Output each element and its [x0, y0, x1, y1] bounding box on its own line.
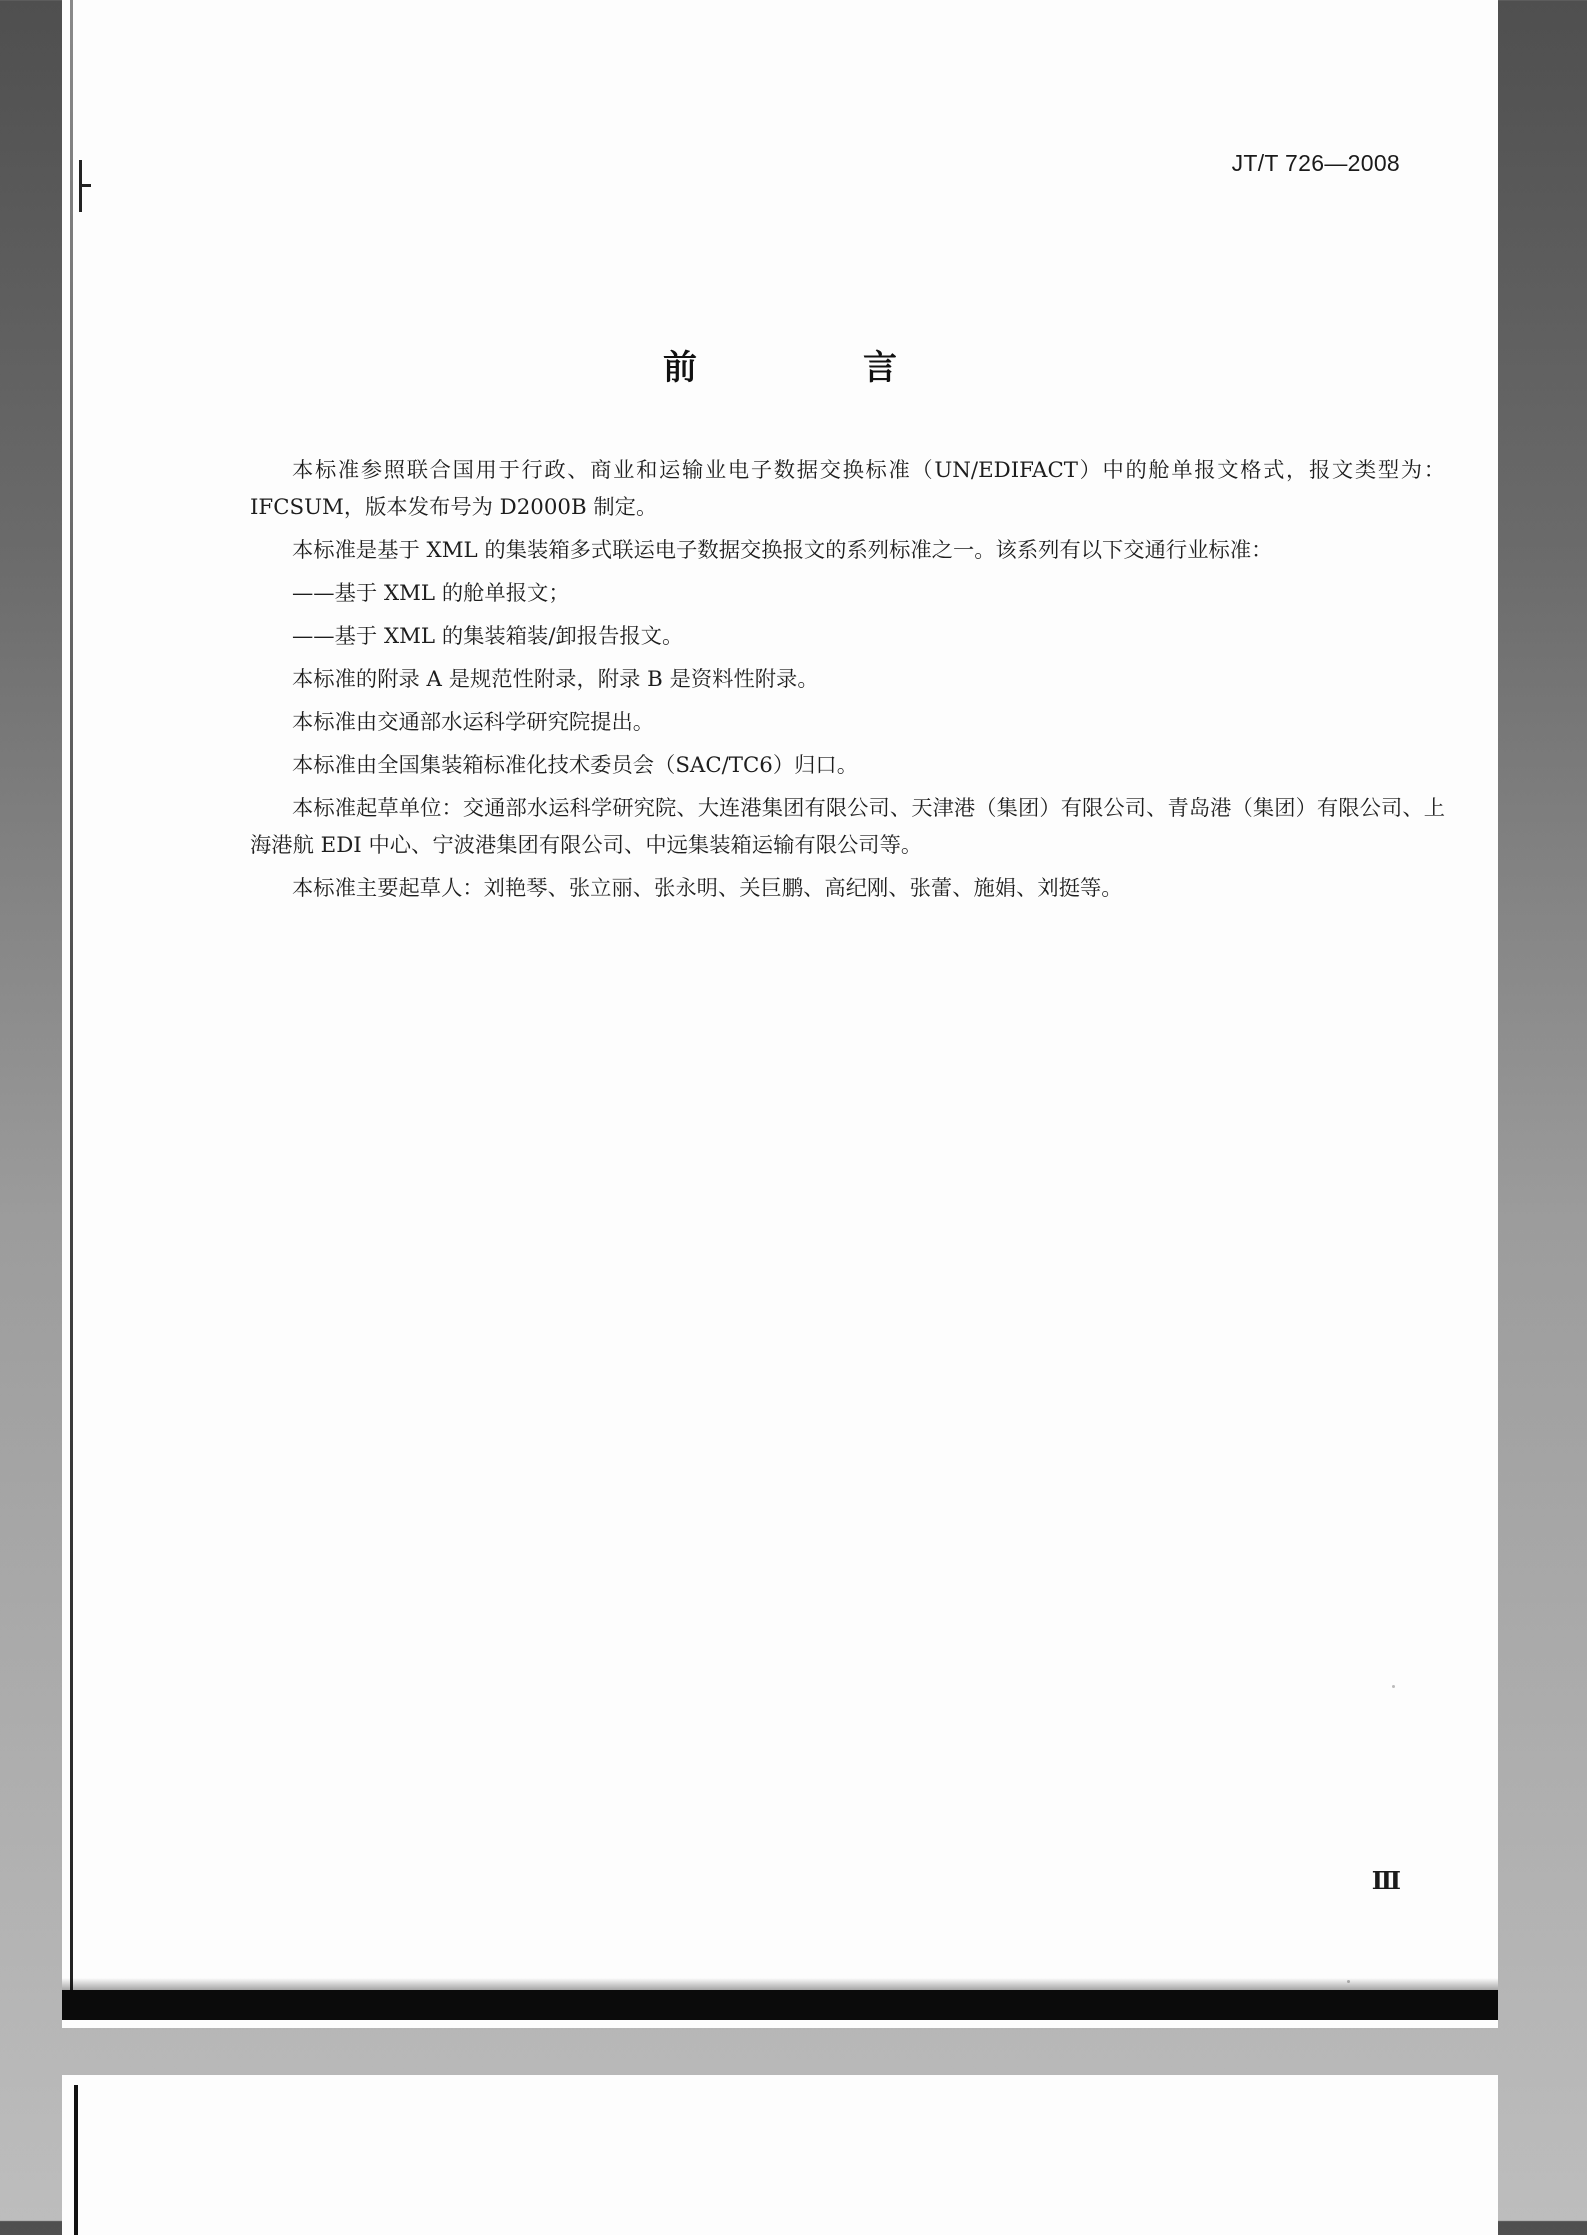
scan-shadow-bar	[62, 1990, 1498, 2020]
next-page-edge	[74, 2085, 78, 2235]
paragraph: 本标准由全国集装箱标准化技术委员会（SAC/TC6）归口。	[292, 753, 859, 778]
paragraph: 本标准是基于 XML 的集装箱多式联运电子数据交换报文的系列标准之一。该系列有以下交通行业标准：	[292, 538, 1273, 563]
page-number: Ⅲ	[1371, 1866, 1401, 1895]
list-item: ——基于 XML 的舱单报文；	[292, 581, 570, 606]
document-page	[62, 0, 1498, 2028]
section-title: 前 言	[663, 348, 963, 388]
list-item: ——基于 XML 的集装箱装/卸报告报文。	[292, 624, 684, 649]
paragraph: 本标准的附录 A 是规范性附录，附录 B 是资料性附录。	[292, 667, 819, 692]
paragraph: 本标准起草单位：交通部水运科学研究院、大连港集团有限公司、天津港（集团）有限公司、青岛港（集团）有限公司、上海港航 EDI 中心、宁波港集团有限公司、中远集装箱运输有限公司等。	[250, 796, 1445, 858]
paragraph: 本标准主要起草人：刘艳琴、张立丽、张永明、关巨鹏、高纪刚、张蕾、施娟、刘挺等。	[292, 876, 1123, 901]
standard-number: JT/T 726—2008	[1231, 150, 1400, 176]
binding-mark	[79, 160, 83, 212]
paragraph: 本标准参照联合国用于行政、商业和运输业电子数据交换标准（UN/EDIFACT）中的舱单报文格式，报文类型为：IFCSUM，版本发布号为 D2000B 制定。	[250, 458, 1445, 520]
binding-edge	[70, 0, 73, 1990]
paragraph: 本标准由交通部水运科学研究院提出。	[292, 710, 655, 735]
scan-speck	[1392, 1685, 1395, 1688]
next-page-preview	[62, 2075, 1498, 2235]
foreword-body	[250, 452, 1445, 913]
